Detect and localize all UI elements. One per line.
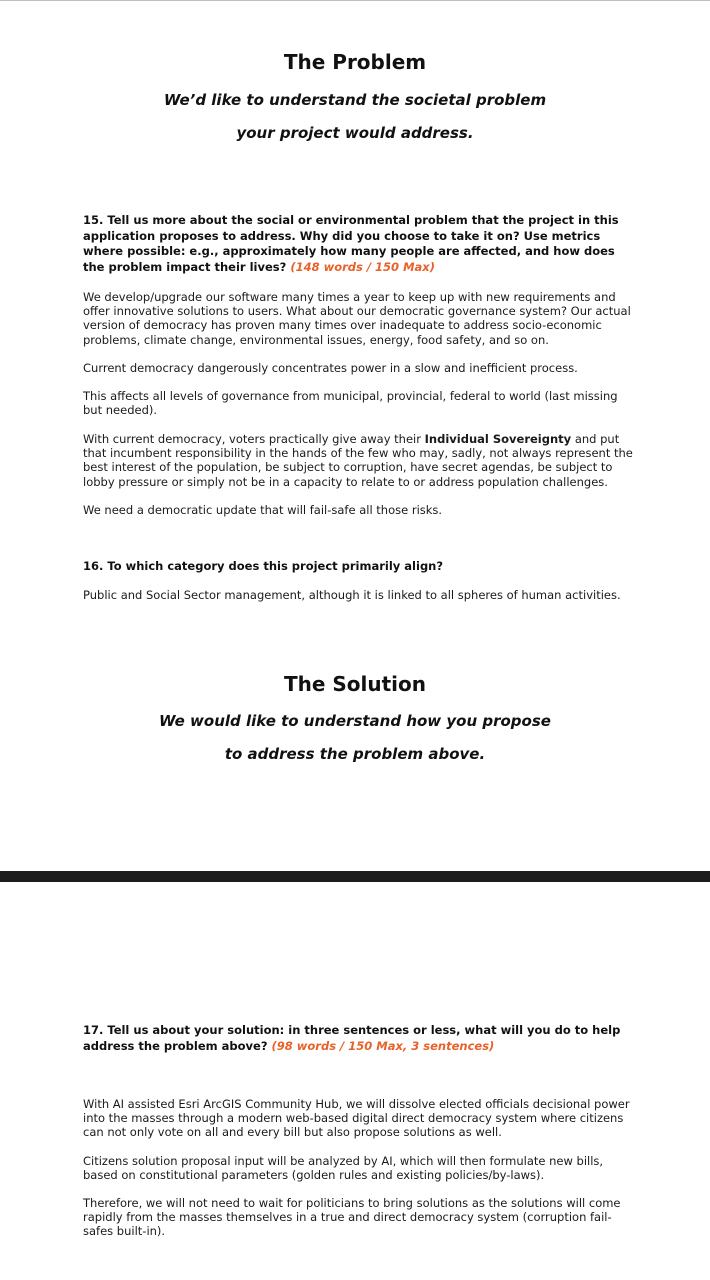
question-17	[83, 1023, 633, 1054]
answer-15-paragraph-2: Current democracy dangerously concentrates power in a slow and inefficient process.	[83, 361, 578, 375]
answer-17-paragraph-3: Therefore, we will not need to wait for politicians to bring solutions as the solutions will come rapidly from the masses themselves in a true and direct democracy system (corruption fail-safes built-in).	[83, 1196, 621, 1239]
question-17-text: 17. Tell us about your solution: in three sentences or less, what will you do to help address the problem above?	[83, 1023, 621, 1053]
problem-title: The Problem	[283, 50, 427, 74]
answer-17-paragraph-1: With AI assisted Esri ArcGIS Community Hub, we will dissolve elected officials decisional power into the masses through a modern web-based digital direct democracy system where citizens can not only vote on all and every bill but also propose solutions as well.	[83, 1097, 630, 1140]
answer-17-paragraph-2: Citizens solution proposal input will be analyzed by AI, which will then formulate new bills, based on constitutional parameters (golden rules and existing policies/by-laws).	[83, 1154, 604, 1183]
question-15-text: 15. Tell us more about the social or environmental problem that the project in this application proposes to address. Why did you choose to take it on? Use metrics where possible: e.g., approximately how many people are affected, and how does the problem impact their lives?	[83, 213, 619, 274]
answer-15-paragraph-4	[83, 432, 635, 489]
question-15	[83, 213, 633, 275]
page-divider-bar	[0, 871, 710, 882]
question-17-word-count: (98 words / 150 Max, 3 sentences)	[271, 1038, 495, 1053]
answer-15-paragraph-3: This affects all levels of governance from municipal, provincial, federal to world (last missing but needed).	[83, 389, 618, 418]
individual-sovereignty-emphasis: Individual Sovereignty	[424, 432, 572, 446]
problem-subtitle-line-2: your project would address.	[236, 124, 474, 142]
answer-15-paragraph-5: We need a democratic update that will fail-safe all those risks.	[83, 503, 443, 517]
answer-15-p4-start: With current democracy, voters practically give away their	[83, 432, 421, 446]
question-16: 16. To which category does this project primarily align?	[83, 559, 444, 573]
solution-subtitle-line-1: We would like to understand how you propose	[159, 712, 551, 730]
top-rule	[0, 0, 710, 1]
answer-16: Public and Social Sector management, although it is linked to all spheres of human activities.	[83, 588, 621, 602]
answer-15-p4-end: and put that incumbent responsibility in the hands of the few who may, sadly, not always represent the best interest of the population, be subject to corruption, have secret agendas, be subject to lobby pressure or simply not be in a capacity to relate to or address population challenges.	[83, 432, 633, 489]
problem-subtitle-line-1: We’d like to understand the societal problem	[163, 91, 547, 109]
question-15-word-count: (148 words / 150 Max)	[290, 259, 435, 274]
solution-title: The Solution	[283, 672, 427, 696]
solution-subtitle-line-2: to address the problem above.	[224, 745, 486, 763]
answer-15-paragraph-1: We develop/upgrade our software many times a year to keep up with new requirements and offer innovative solutions to users. What about our democratic governance system? Our actual version of democracy has proven many times over inadequate to address socio-economic problems, climate change, environmental issues, energy, food safety, and so on.	[83, 290, 631, 347]
